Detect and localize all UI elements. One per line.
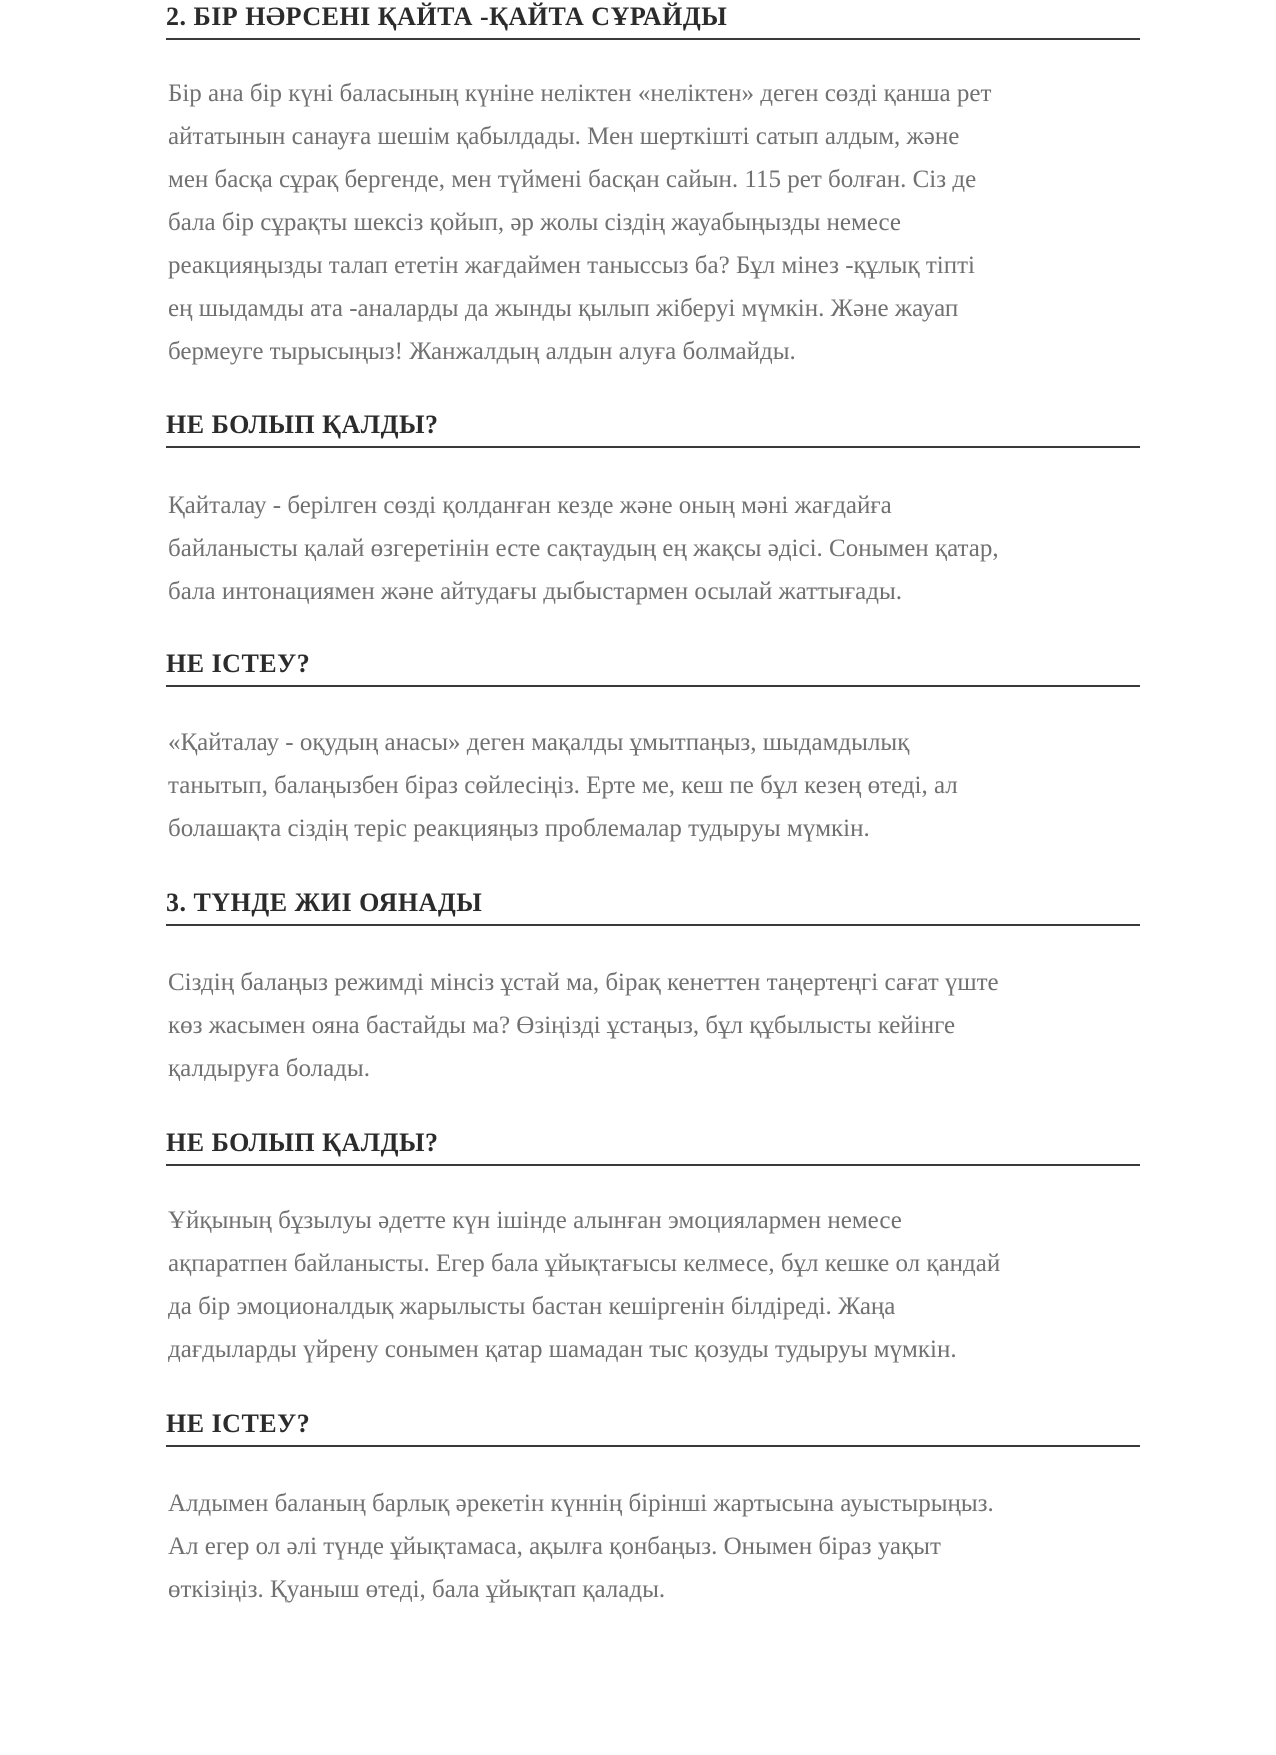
text-line: өткізіңіз. Қуаныш өтеді, бала ұйықтап қалады. <box>168 1576 666 1603</box>
text-line: Сіздің балаңыз режимді мінсіз ұстай ма, бірақ кенеттен таңертеңгі сағат үште <box>168 969 999 996</box>
section-heading-wakes-at-night: 3. ТҮНДЕ ЖИІ ОЯНАДЫ <box>166 888 1140 926</box>
text-line: мен басқа сұрақ бергенде, мен түймені басқан сайын. 115 рет болған. Сіз де <box>168 166 977 193</box>
text-line: бала бір сұрақты шексіз қойып, әр жолы сіздің жауабыңызды немесе <box>168 209 902 236</box>
text-line: айтатынын санауға шешім қабылдады. Мен шерткішті сатып алдым, және <box>168 123 960 150</box>
paragraph-what-happened-2 <box>168 1199 1148 1371</box>
text-line: «Қайталау - оқудың анасы» деген мақалды ұмытпаңыз, шыдамдылық <box>168 729 910 756</box>
section-heading-what-to-do-1: НЕ ІСТЕУ? <box>166 649 1140 687</box>
text-line: Қайталау - берілген сөзді қолданған кезде және оның мәні жағдайға <box>168 492 892 519</box>
section-heading-what-happened-2: НЕ БОЛЫП ҚАЛДЫ? <box>166 1128 1140 1166</box>
text-line: реакцияңызды талап ететін жағдаймен таныссыз ба? Бұл мінез -құлық тіпті <box>168 252 975 279</box>
section-heading-repeat-questions: 2. БІР НӘРСЕНІ ҚАЙТА -ҚАЙТА СҰРАЙДЫ <box>166 2 1140 40</box>
text-line: танытып, балаңызбен біраз сөйлесіңіз. Ерте ме, кеш пе бұл кезең өтеді, ал <box>168 772 958 799</box>
text-line: байланысты қалай өзгеретінін есте сақтаудың ең жақсы әдісі. Сонымен қатар, <box>168 535 999 562</box>
paragraph-what-to-do-2 <box>168 1482 1148 1611</box>
paragraph-wakes-at-night <box>168 961 1148 1090</box>
text-line: Ұйқының бұзылуы әдетте күн ішінде алынған эмоциялармен немесе <box>168 1207 902 1234</box>
text-line: Алдымен баланың барлық әрекетін күннің бірінші жартысына ауыстырыңыз. <box>168 1490 994 1517</box>
text-line: болашақта сіздің теріс реакцияңыз проблемалар тудыруы мүмкін. <box>168 815 870 842</box>
text-line: бермеуге тырысыңыз! Жанжалдың алдын алуға болмайды. <box>168 338 796 365</box>
text-line: көз жасымен ояна бастайды ма? Өзіңізді ұстаңыз, бұл құбылысты кейінге <box>168 1012 956 1039</box>
text-line: Бір ана бір күні баласының күніне неліктен «неліктен» деген сөзді қанша рет <box>168 80 992 107</box>
text-line: ең шыдамды ата -аналарды да жынды қылып жіберуі мүмкін. Және жауап <box>168 295 959 322</box>
section-heading-what-happened-1: НЕ БОЛЫП ҚАЛДЫ? <box>166 410 1140 448</box>
text-line: да бір эмоционалдық жарылысты бастан кешіргенін білдіреді. Жаңа <box>168 1293 896 1320</box>
text-line: қалдыруға болады. <box>168 1055 370 1082</box>
section-heading-what-to-do-2: НЕ ІСТЕУ? <box>166 1409 1140 1447</box>
paragraph-what-to-do-1 <box>168 721 1148 850</box>
text-line: дағдыларды үйрену сонымен қатар шамадан тыс қозуды тудыруы мүмкін. <box>168 1336 957 1363</box>
text-line: бала интонациямен және айтудағы дыбыстармен осылай жаттығады. <box>168 578 903 605</box>
paragraph-repeat-questions <box>168 72 1148 373</box>
text-line: Ал егер ол әлі түнде ұйықтамаса, ақылға қонбаңыз. Онымен біраз уақыт <box>168 1533 941 1560</box>
text-line: ақпаратпен байланысты. Егер бала ұйықтағысы келмесе, бұл кешке ол қандай <box>168 1250 1001 1277</box>
paragraph-what-happened-1 <box>168 484 1148 613</box>
